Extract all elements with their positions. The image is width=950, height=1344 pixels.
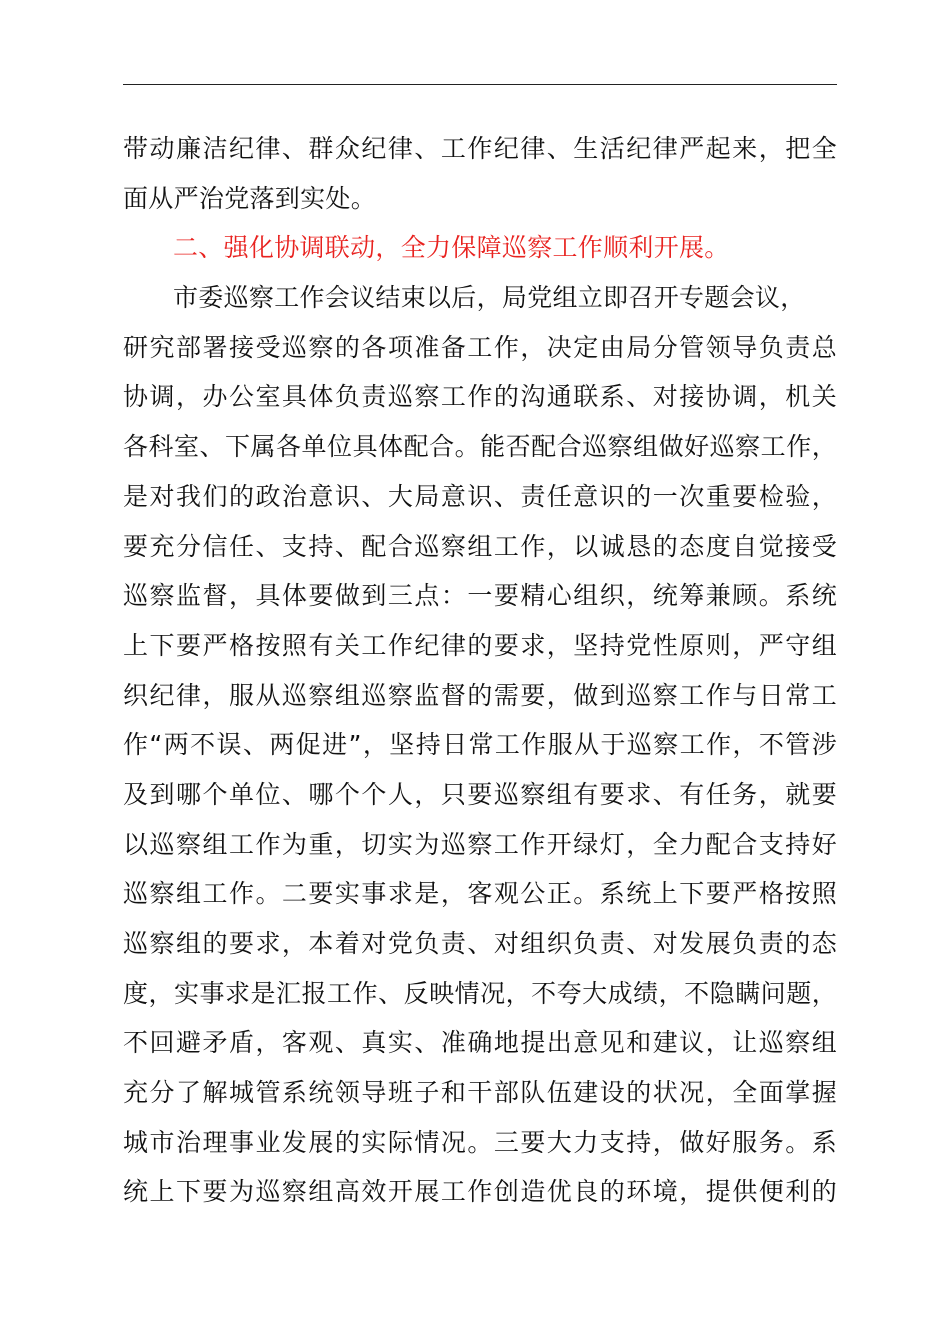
paragraph-line: 城市治理事业发展的实际情况。三要大力支持，做好服务。系	[123, 1127, 837, 1157]
paragraph-line: 织纪律，服从巡察组巡察监督的需要，做到巡察工作与日常工	[123, 680, 837, 710]
paragraph-line: 不回避矛盾，客观、真实、准确地提出意见和建议，让巡察组	[123, 1028, 837, 1058]
paragraph-line: 作“两不误、两促进”，坚持日常工作服从于巡察工作，不管涉	[123, 730, 837, 760]
paragraph-line: 巡察监督，具体要做到三点：一要精心组织，统筹兼顾。系统	[123, 581, 837, 611]
paragraph-line: 统上下要为巡察组高效开展工作创造优良的环境，提供便利的	[123, 1177, 837, 1207]
paragraph-line: 充分了解城管系统领导班子和干部队伍建设的状况，全面掌握	[123, 1078, 837, 1108]
paragraph-line: 度，实事求是汇报工作、反映情况，不夸大成绩，不隐瞒问题，	[123, 978, 837, 1008]
paragraph-line: 面从严治党落到实处。	[123, 183, 377, 213]
paragraph-line: 市委巡察工作会议结束以后，局党组立即召开专题会议，	[173, 283, 806, 313]
section-heading: 二、强化协调联动，全力保障巡察工作顺利开展。	[173, 233, 730, 263]
paragraph-line: 带动廉洁纪律、群众纪律、工作纪律、生活纪律严起来，把全	[123, 134, 837, 163]
document-body	[123, 124, 837, 1217]
paragraph-line: 各科室、下属各单位具体配合。能否配合巡察组做好巡察工作，	[123, 432, 837, 462]
paragraph-line: 研究部署接受巡察的各项准备工作，决定由局分管领导负责总	[123, 332, 837, 362]
paragraph-line: 要充分信任、支持、配合巡察组工作，以诚恳的态度自觉接受	[123, 531, 837, 561]
paragraph-line: 协调，办公室具体负责巡察工作的沟通联系、对接协调，机关	[123, 382, 837, 412]
paragraph-line: 上下要严格按照有关工作纪律的要求，坚持党性原则，严守组	[123, 630, 837, 660]
paragraph-line: 巡察组的要求，本着对党负责、对组织负责、对发展负责的态	[123, 929, 837, 958]
paragraph-line: 是对我们的政治意识、大局意识、责任意识的一次重要检验，	[123, 481, 837, 511]
paragraph-line: 巡察组工作。二要实事求是，客观公正。系统上下要严格按照	[123, 879, 837, 909]
header-rule	[123, 84, 837, 85]
paragraph-line: 及到哪个单位、哪个个人，只要巡察组有要求、有任务，就要	[123, 779, 837, 809]
paragraph-line: 以巡察组工作为重，切实为巡察工作开绿灯，全力配合支持好	[123, 829, 837, 859]
